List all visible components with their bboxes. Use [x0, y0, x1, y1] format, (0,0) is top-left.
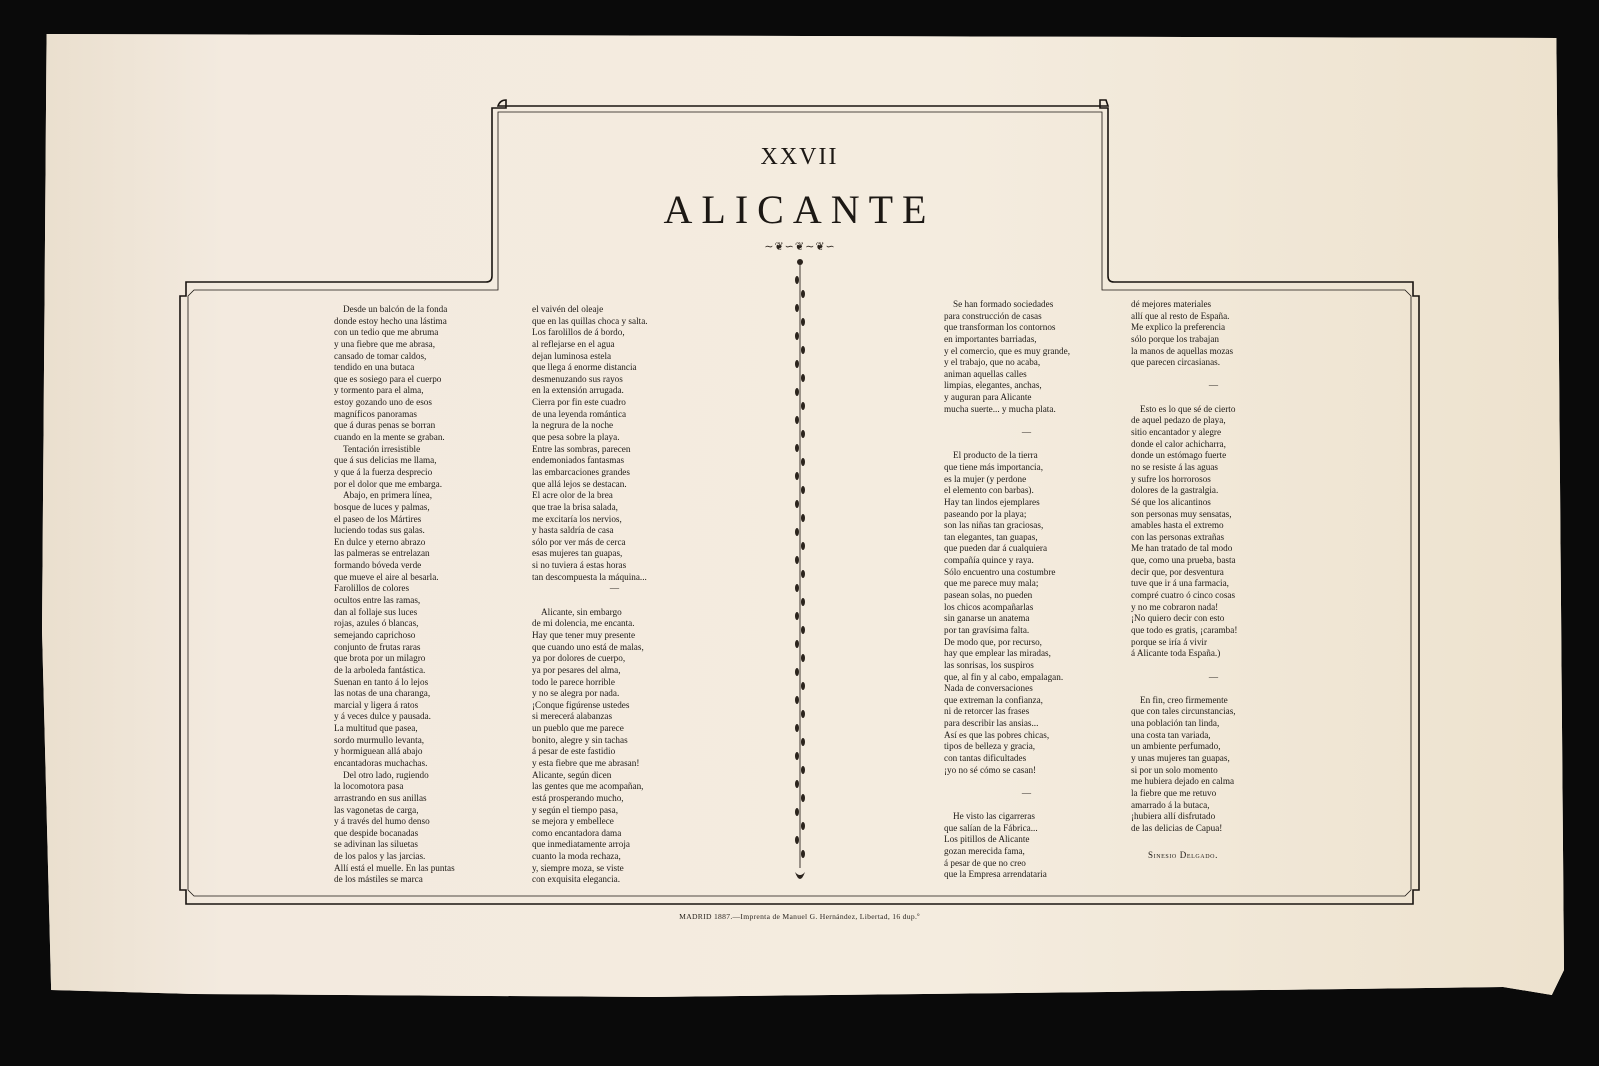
- poem-line: paseando por la playa;: [944, 508, 1027, 519]
- poem-line: pasean solas, no pueden: [944, 590, 1033, 601]
- poem-line: En dulce y eterno abrazo: [334, 536, 426, 547]
- poem-line: sin ganarse un anatema: [944, 613, 1030, 624]
- stanza-gap: [1131, 660, 1296, 672]
- poem-line: donde un estómago fuerte: [1131, 450, 1227, 461]
- page-title: ALICANTE: [663, 187, 936, 232]
- poem-line: las embarcaciones grandes: [532, 466, 630, 477]
- poem-line: y auguran para Alicante: [944, 392, 1032, 403]
- poem-line: que despide bocanadas: [334, 827, 419, 838]
- poem-line: Hay que tener muy presente: [532, 629, 636, 640]
- poem-line: dejan luminosa estela: [532, 350, 612, 361]
- stanza-separator: —: [1208, 380, 1219, 391]
- poem-line: y que á la fuerza desprecio: [334, 466, 433, 477]
- poem-line: de la arboleda fantástica.: [334, 664, 426, 675]
- poem-line: y unas mujeres tan guapas,: [1131, 752, 1230, 763]
- poem-line: que es sosiego para el cuerpo: [334, 373, 442, 384]
- poem-line: para construcción de casas: [944, 310, 1042, 321]
- poem-line: no se resiste á las aguas: [1131, 461, 1218, 472]
- poem-line: de aquel pedazo de playa,: [1131, 415, 1226, 426]
- floral-ornament-icon: ∼❦∽❦∼❦∽: [764, 241, 836, 253]
- poem-line: tuve que ir á una farmacia,: [1131, 578, 1229, 589]
- poem-line: si no tuviera á estas horas: [532, 560, 627, 571]
- stanza-separator: —: [1021, 427, 1032, 438]
- poem-line: amarrado á la butaca,: [1131, 799, 1210, 810]
- poem-line: Los pitillos de Alicante: [944, 834, 1030, 845]
- stanza-gap: [944, 415, 1109, 427]
- poem-line: sitio encantador y alegre: [1131, 427, 1222, 438]
- poem-line: dé mejores materiales: [1131, 299, 1212, 309]
- stanza-separator: —: [1021, 787, 1032, 798]
- poem-line: magníficos panoramas: [334, 408, 417, 419]
- poem-line: de los palos y las jarcias.: [334, 851, 426, 862]
- poem-line: que extreman la confianza,: [944, 694, 1043, 705]
- poem-line: compañía quince y raya.: [944, 555, 1034, 566]
- poem-line: si por un solo momento: [1131, 764, 1218, 775]
- stanza-gap: [944, 776, 1109, 788]
- poem-line: que, al fin y al cabo, empalagan.: [944, 671, 1064, 682]
- poem-line: al reflejarse en el agua: [532, 338, 615, 349]
- poem-line: Alicante, según dicen: [532, 769, 612, 780]
- poem-line: que, como una prueba, basta: [1131, 555, 1236, 566]
- poem-line: Esto es lo que sé de cierto: [1140, 403, 1236, 414]
- poem-line: Entre las sombras, parecen: [532, 443, 631, 454]
- poem-line: que en las quillas choca y salta.: [532, 315, 648, 326]
- poem-line: ¡Conque figúrense ustedes: [532, 699, 630, 710]
- poem-line: luciendo todas sus galas.: [334, 525, 425, 536]
- poem-line: En fin, creo firmemente: [1140, 694, 1228, 705]
- poem-line: que transforman los contornos: [944, 322, 1056, 333]
- poem-line: limpias, elegantes, anchas,: [944, 380, 1042, 391]
- poem-line: que parecen circasianas.: [1131, 357, 1221, 368]
- stanza-gap: [1131, 392, 1296, 404]
- poem-line: De modo que, por recurso,: [944, 636, 1042, 647]
- poem-line: la negrura de la noche: [532, 420, 614, 431]
- poem-line: un ambiente perfumado,: [1131, 741, 1221, 752]
- poem-line: que salían de la Fábrica...: [944, 822, 1038, 833]
- poem-column-4: [1131, 299, 1296, 834]
- poem-line: de una leyenda romántica: [532, 408, 627, 419]
- poem-line: decir que, por desventura: [1131, 566, 1224, 577]
- poem-line: ya por pesares del alma,: [532, 664, 621, 675]
- poem-line: ¡hubiera allí disfrutado: [1131, 811, 1216, 822]
- poem-line: las palmeras se entrelazan: [334, 548, 430, 559]
- poem-line: y no me cobraron nada!: [1131, 601, 1219, 612]
- poem-line: me excitaría los nervios,: [532, 513, 622, 524]
- poem-line: Desde un balcón de la fonda: [343, 304, 448, 314]
- poem-line: que brota por un milagro: [334, 653, 426, 664]
- poem-line: tendido en una butaca: [334, 362, 415, 373]
- poem-line: donde el calor achicharra,: [1131, 438, 1226, 449]
- stanza-gap: [1131, 369, 1296, 381]
- poem-line: que á sus delicias me llama,: [334, 455, 437, 466]
- poem-line: animan aquellas calles: [944, 368, 1027, 379]
- poem-line: esas mujeres tan guapas,: [532, 548, 623, 559]
- poem-line: bosque de luces y palmas,: [334, 501, 430, 512]
- poem-line: formando bóveda verde: [334, 560, 422, 571]
- poem-line: sólo porque los trabajan: [1131, 333, 1220, 344]
- poem-line: el elemento con barbas).: [944, 485, 1034, 496]
- poem-line: para describir las ansias...: [944, 718, 1039, 729]
- poem-line: Los farolillos de á bordo,: [532, 327, 625, 338]
- poem-line: en importantes barriadas,: [944, 333, 1037, 344]
- poem-line: como encantadora dama: [532, 827, 622, 838]
- poem-line: compré cuatro ó cinco cosas: [1131, 590, 1236, 601]
- poem-line: semejando caprichoso: [334, 629, 416, 640]
- poem-line: sordo murmullo levanta,: [334, 734, 425, 745]
- poem-line: una costa tan variada,: [1131, 729, 1211, 740]
- poem-column-2: [532, 304, 697, 886]
- stanza-gap: [944, 800, 1109, 812]
- poem-line: á Alicante toda España.): [1131, 648, 1221, 659]
- printer-imprint: MADRID 1887.—Imprenta de Manuel G. Hernández, Libertad, 16 dup.º: [679, 912, 920, 921]
- poem-line: por tan gravísima falta.: [944, 624, 1030, 635]
- stanza-gap: [1131, 683, 1296, 695]
- poem-line: Cierra por fin este cuadro: [532, 397, 626, 408]
- poem-line: es la mujer (y perdone: [944, 473, 1027, 484]
- poem-line: tan elegantes, tan guapas,: [944, 531, 1038, 542]
- poem-line: cuando en la mente se graban.: [334, 432, 445, 443]
- poem-line: á pesar de que no creo: [944, 857, 1026, 868]
- poem-line: que pueden dar á cualquiera: [944, 543, 1048, 554]
- poem-line: que me parece muy mala;: [944, 578, 1039, 589]
- poem-line: en la extensión arrugada.: [532, 385, 624, 396]
- poem-line: me hubiera dejado en calma: [1131, 776, 1235, 787]
- poem-line: las gentes que me acompañan,: [532, 781, 644, 792]
- poem-line: ya por dolores de cuerpo,: [532, 653, 626, 664]
- poem-line: que la Empresa arrendataria: [944, 869, 1047, 880]
- poem-line: He visto las cigarreras: [953, 811, 1035, 822]
- paper-sheet: [42, 30, 1564, 1030]
- poem-line: rojas, azules ó blancas,: [334, 618, 419, 629]
- poem-line: la locomotora pasa: [334, 781, 404, 792]
- poem-line: El acre olor de la brea: [532, 490, 613, 501]
- poem-line: allí que al resto de España.: [1131, 310, 1230, 321]
- poem-line: marcial y ligera á ratos: [334, 699, 419, 710]
- poem-line: que inmediatamente arroja: [532, 839, 630, 850]
- poem-line: de las delicias de Capua!: [1131, 822, 1223, 833]
- stanza-separator: —: [609, 583, 620, 594]
- poem-line: y hasta saldría de casa: [532, 525, 614, 536]
- poem-line: y una fiebre que me abrasa,: [334, 338, 436, 349]
- poem-line: que cuando uno está de malas,: [532, 641, 644, 652]
- poem-line: con exquisita elegancia.: [532, 874, 621, 885]
- poem-line: cansado de tomar caldos,: [334, 350, 427, 361]
- poem-line: amables hasta el extremo: [1131, 520, 1224, 531]
- poem-line: la fiebre que me retuvo: [1131, 787, 1217, 798]
- poem-line: estoy gozando uno de esos: [334, 397, 432, 408]
- poem-line: bonito, alegre y sin tachas: [532, 734, 628, 745]
- poem-line: y el trabajo, que no acaba,: [944, 357, 1041, 368]
- poem-line: dan al follaje sus luces: [334, 606, 418, 617]
- poem-line: de los mástiles se marca: [334, 874, 423, 885]
- poem-line: y á veces dulce y pausada.: [334, 711, 431, 722]
- poem-line: Abajo, en primera línea,: [343, 490, 433, 501]
- poem-line: con un tedio que me abruma: [334, 327, 439, 338]
- poem-line: y á través del humo denso: [334, 816, 430, 827]
- poem-line: Suenan en tanto á lo lejos: [334, 676, 429, 687]
- poem-line: son personas muy sensatas,: [1131, 508, 1232, 519]
- poem-line: un pueblo que me parece: [532, 723, 624, 734]
- poem-line: las notas de una charanga,: [334, 688, 431, 699]
- poem-line: y tormento para el alma,: [334, 385, 424, 396]
- poem-line: El producto de la tierra: [953, 450, 1038, 461]
- poem-line: Sé que los alicantinos: [1131, 496, 1211, 507]
- poem-line: que llega á enorme distancia: [532, 362, 637, 373]
- poem-line: tan descompuesta la máquina...: [532, 571, 647, 582]
- poem-line: con tantas dificultades: [944, 752, 1027, 763]
- poem-line: está prosperando mucho,: [532, 792, 624, 803]
- poem-line: ni de retorcer las frases: [944, 706, 1030, 717]
- poem-line: ¡No quiero decir con esto: [1131, 613, 1225, 624]
- poem-line: se adivinan las siluetas: [334, 839, 418, 850]
- poem-line: que pesa sobre la playa.: [532, 432, 620, 443]
- author-signature: Sinesio Delgado.: [1148, 850, 1218, 860]
- poem-line: encantadoras muchachas.: [334, 757, 428, 768]
- poem-line: Alicante, sin embargo: [541, 606, 622, 617]
- poem-line: ¡yo no sé cómo se casan!: [944, 764, 1037, 775]
- poem-line: Allí está el muelle. En las puntas: [334, 862, 455, 873]
- poem-line: y el comercio, que es muy grande,: [944, 345, 1071, 356]
- poem-line: desmenuzando sus rayos: [532, 373, 623, 384]
- poem-line: tipos de belleza y gracia,: [944, 741, 1036, 752]
- poem-line: Tentación irresistible: [343, 443, 421, 454]
- poem-line: se mejora y embellece: [532, 816, 614, 827]
- poem-line: Así es que las pobres chicas,: [944, 729, 1050, 740]
- poem-line: gozan merecida fama,: [944, 846, 1025, 857]
- poem-line: si merecerá alabanzas: [532, 711, 613, 722]
- poem-line: Me explico la preferencia: [1131, 322, 1226, 333]
- stanza-gap: [532, 595, 697, 607]
- chapter-number: XXVII: [760, 144, 839, 170]
- poem-column-3: [944, 299, 1109, 881]
- poem-column-1: [334, 304, 499, 886]
- stanza-separator: —: [1208, 671, 1219, 682]
- poem-line: con las personas extrañas: [1131, 531, 1225, 542]
- poem-line: mucha suerte... y mucha plata.: [944, 403, 1056, 414]
- poem-line: el vaivén del oleaje: [532, 304, 604, 314]
- poem-line: Me han tratado de tal modo: [1131, 543, 1233, 554]
- poem-line: la manos de aquellas mozas: [1131, 345, 1234, 356]
- poem-line: Sólo encuentro una costumbre: [944, 566, 1056, 577]
- stanza-gap: [944, 439, 1109, 451]
- poem-line: que mueve el aire al besarla.: [334, 571, 439, 582]
- poem-line: que todo es gratis, ¡caramba!: [1131, 624, 1238, 635]
- poem-line: Hay tan lindos ejemplares: [944, 496, 1040, 507]
- poem-line: y según el tiempo pasa,: [532, 804, 618, 815]
- poem-line: las sonrisas, los suspiros: [944, 659, 1034, 670]
- poem-line: por el dolor que me embarga.: [334, 478, 443, 489]
- poem-line: y sufre los horrorosos: [1131, 473, 1211, 484]
- poem-line: donde estoy hecho una lástima: [334, 315, 447, 326]
- poem-line: sólo por ver más de cerca: [532, 536, 626, 547]
- poem-line: son las niñas tan graciosas,: [944, 520, 1044, 531]
- poem-line: y hormiguean allá abajo: [334, 746, 423, 757]
- poem-line: arrastrando en sus anillas: [334, 792, 427, 803]
- poem-line: que trae la brisa salada,: [532, 501, 618, 512]
- poem-line: una población tan linda,: [1131, 718, 1220, 729]
- poem-line: que á duras penas se borran: [334, 420, 436, 431]
- poem-line: porque se iría á vivir: [1131, 636, 1208, 647]
- poem-line: Del otro lado, rugiendo: [343, 769, 429, 780]
- poem-line: dolores de la gastralgia.: [1131, 485, 1219, 496]
- poem-line: el paseo de los Mártires: [334, 513, 422, 524]
- poem-line: los chicos acompañarlas: [944, 601, 1034, 612]
- poem-line: que con tales circunstancias,: [1131, 706, 1236, 717]
- poem-line: todo le parece horrible: [532, 676, 615, 687]
- poem-line: y esta fiebre que me abrasan!: [532, 757, 640, 768]
- poem-line: que allá lejos se destacan.: [532, 478, 627, 489]
- poem-line: á pesar de este fastidio: [532, 746, 616, 757]
- poem-line: que tiene más importancia,: [944, 461, 1043, 472]
- poem-line: de mi dolencia, me encanta.: [532, 618, 635, 629]
- poem-line: Se han formado sociedades: [953, 299, 1054, 309]
- poem-line: hay que emplear las miradas,: [944, 648, 1051, 659]
- poem-line: Nada de conversaciones: [944, 683, 1033, 694]
- poem-line: y no se alegra por nada.: [532, 688, 620, 699]
- poem-line: Farolillos de colores: [334, 583, 410, 594]
- poem-line: las vagonetas de carga,: [334, 804, 419, 815]
- poem-line: y, siempre moza, se viste: [532, 862, 624, 873]
- poem-line: ocultos entre las ramas,: [334, 595, 421, 606]
- poem-line: conjunto de frutas raras: [334, 641, 421, 652]
- poem-line: cuanto la moda rechaza,: [532, 851, 621, 862]
- poem-line: endemoniados fantasmas: [532, 455, 625, 466]
- poem-line: La multitud que pasea,: [334, 723, 418, 734]
